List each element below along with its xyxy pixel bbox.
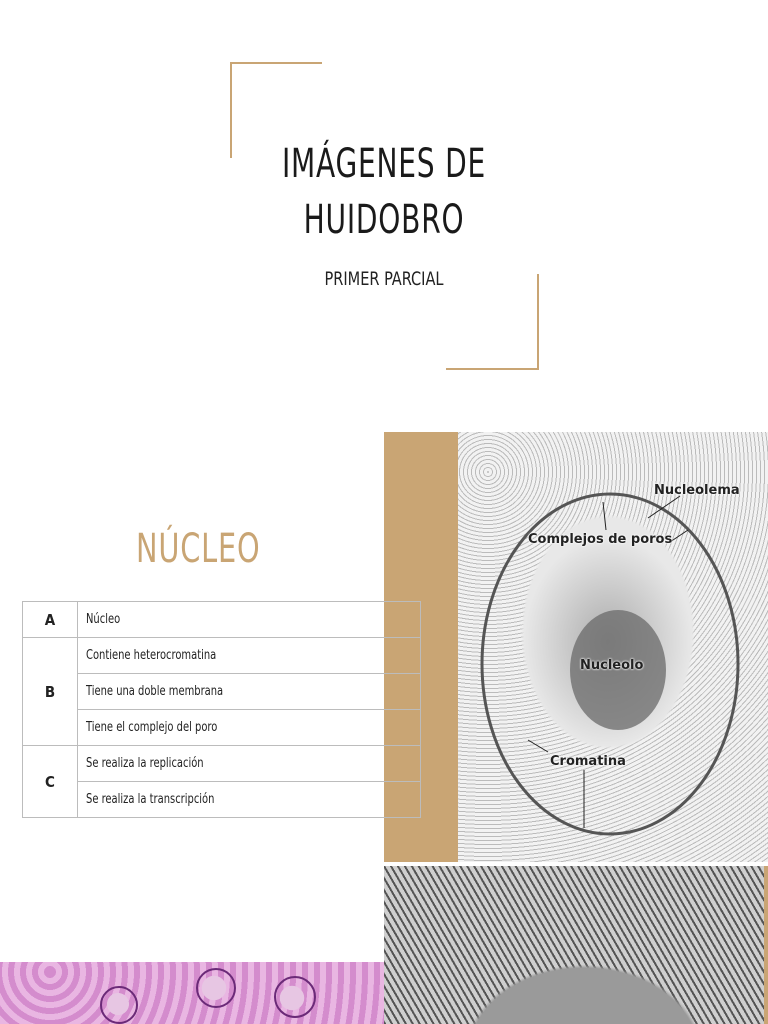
slide-title xyxy=(225,136,543,248)
corner-decoration-bottom-right-vertical xyxy=(537,274,539,370)
nucleus-micrograph xyxy=(458,432,768,862)
table-row xyxy=(23,638,421,674)
table-cell: Tiene una doble membrana xyxy=(78,674,421,710)
cell-nucleus xyxy=(196,968,236,1008)
table-cell: Se realiza la replicación xyxy=(78,746,421,782)
title-line-2: HUIDOBRO xyxy=(303,197,465,243)
corner-decoration-top-left xyxy=(230,62,322,64)
cell-nucleus xyxy=(100,986,138,1024)
table-row xyxy=(23,782,421,818)
pointer-line xyxy=(528,740,548,752)
table-cell: Contiene heterocromatina xyxy=(78,638,421,674)
section-title: NÚCLEO xyxy=(136,526,261,572)
row-label-a: A xyxy=(23,602,78,638)
table-cell: Núcleo xyxy=(78,602,421,638)
divider-line xyxy=(422,808,458,809)
label-complejos-de-poros: Complejos de poros xyxy=(528,532,673,547)
label-cromatina: Cromatina xyxy=(550,754,626,769)
histology-image xyxy=(0,962,384,1024)
nucleus-slide xyxy=(0,432,768,1024)
slide-subtitle: PRIMER PARCIAL xyxy=(324,268,444,290)
table-cell: Tiene el complejo del poro xyxy=(78,710,421,746)
title-line-1: IMÁGENES DE xyxy=(281,141,487,187)
accent-edge xyxy=(764,866,768,1024)
pointer-line xyxy=(603,502,606,530)
row-label-b: B xyxy=(23,638,78,746)
table-row xyxy=(23,602,421,638)
label-nucleolo: Nucleolo xyxy=(580,658,644,673)
row-label-c: C xyxy=(23,746,78,818)
electron-micrograph-2 xyxy=(384,866,764,1024)
table-cell: Se realiza la transcripción xyxy=(78,782,421,818)
table-row xyxy=(23,710,421,746)
label-nucleolema: Nucleolema xyxy=(654,483,740,498)
pointer-line xyxy=(648,496,680,518)
nucleus-table xyxy=(22,601,421,818)
table-row xyxy=(23,674,421,710)
corner-decoration-bottom-right xyxy=(446,368,538,370)
pointer-line xyxy=(670,530,688,542)
cell-nucleus xyxy=(274,976,316,1018)
title-slide xyxy=(0,0,768,400)
table-row xyxy=(23,746,421,782)
